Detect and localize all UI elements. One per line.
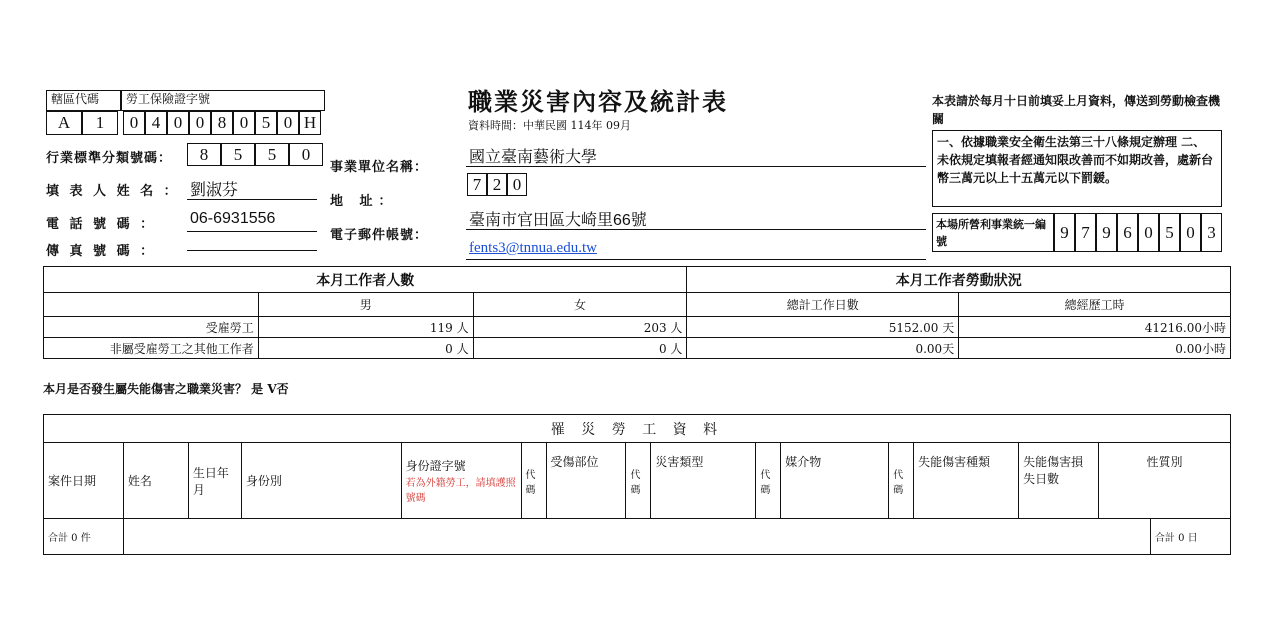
work-hours: 0.00小時 [959,338,1231,359]
insurance-no-digit: 0 [189,111,211,135]
disability-question: 本月是否發生屬失能傷害之職業災害？ 是 V否 [43,382,289,396]
insurance-no-digit: H [299,111,321,135]
total-blank [123,519,1150,555]
tax-id-digit: 0 [1138,213,1159,252]
col-body-part: 受傷部位 [546,443,626,519]
col-code: 代碼 [756,443,781,519]
female-header: 女 [473,293,687,317]
col-lost-days: 失能傷害損失日數 [1019,443,1099,519]
female-count: 0 人 [473,338,687,359]
total-days: 合計 0 日 [1150,519,1230,555]
col-nature: 性質別 [1098,443,1230,519]
industry-code-digit: 0 [289,143,323,166]
filler-name: 劉淑芬 [190,182,239,199]
col-id-number-note: 若為外籍勞工，請填護照號碼 [405,478,516,504]
notes-box: 一、依據職業安全衛生法第三十八條規定辦理 二、未依規定填報者經通知限改善而不如期改善，處新台幣三萬元以上十五萬元以下罰鍰。 [932,130,1222,207]
work-days: 0.00天 [687,338,959,359]
col-id-number-label: 身份證字號 [405,459,466,473]
worker-count-header: 本月工作者人數 [44,267,687,293]
col-birth: 生日年月 [188,443,241,519]
female-count: 203 人 [473,317,687,338]
col-name: 姓名 [123,443,188,519]
male-count: 119 人 [258,317,473,338]
row-label: 非屬受雇勞工之其他工作者 [44,338,259,359]
industry-code-digit: 5 [255,143,289,166]
address-underline [466,229,926,230]
district-code-boxes [46,111,118,135]
phone-label: 電 話 號 碼 ： [46,217,157,232]
col-medium: 媒介物 [781,443,889,519]
tax-id-digit: 9 [1096,213,1117,252]
unit-name-label: 事業單位名稱： [330,160,429,175]
tax-id-digit: 5 [1159,213,1180,252]
col-id-number [401,443,521,519]
tax-id-boxes [1054,213,1222,252]
filler-name-underline [187,199,317,200]
data-period: 資料時間：中華民國 114年 09月 [468,119,631,132]
total-days-header: 總計工作日數 [687,293,959,317]
col-code: 代碼 [521,443,546,519]
postal-code-digit: 2 [487,173,507,196]
insurance-no-digit: 0 [233,111,255,135]
insurance-no-digit: 0 [167,111,189,135]
insurance-no-digit: 8 [211,111,233,135]
total-hours-header: 總經歷工時 [959,293,1231,317]
tax-id-digit: 7 [1075,213,1096,252]
email-label: 電子郵件帳號： [330,228,429,243]
tax-id-digit: 9 [1054,213,1075,252]
table-row [44,338,1231,359]
workers-table [43,266,1231,359]
male-count: 0 人 [258,338,473,359]
tax-id-digit: 3 [1201,213,1222,252]
tax-id-digit: 6 [1117,213,1138,252]
form-title: 職業災害內容及統計表 [468,87,728,116]
col-disability-type: 失能傷害種類 [914,443,1019,519]
instruction-text: 本表請於每月十日前填妥上月資料，傳送到勞動檢查機關 [932,94,1221,126]
col-identity: 身份別 [241,443,401,519]
blank-cell [44,293,259,317]
postal-code-digit: 0 [507,173,527,196]
tax-id-digit: 0 [1180,213,1201,252]
injury-table-title: 罹 災 勞 工 資 料 [44,415,1231,443]
email-link[interactable]: fents3@tnnua.edu.tw [469,240,597,256]
industry-code-label: 行業標準分類號碼： [46,151,173,166]
work-hours: 41216.00小時 [959,317,1231,338]
address-label: 地 址： [330,194,398,209]
postal-code-boxes [467,173,527,196]
table-row [44,317,1231,338]
total-cases: 合計 0 件 [44,519,124,555]
work-days: 5152.00 天 [687,317,959,338]
address: 臺南市官田區大崎里66號 [469,212,647,229]
row-label: 受雇勞工 [44,317,259,338]
filler-name-label: 填 表 人 姓 名 ： [46,184,180,199]
fax-underline [187,250,317,251]
worker-status-header: 本月工作者勞動狀況 [687,267,1231,293]
insurance-no-digit: 0 [123,111,145,135]
district-code-label: 轄區代碼 [46,90,121,111]
postal-code-digit: 7 [467,173,487,196]
col-code: 代碼 [889,443,914,519]
industry-code-digit: 8 [187,143,221,166]
district-code-digit: 1 [82,111,118,135]
phone-number: 06-6931556 [190,210,276,227]
unit-name-underline [466,166,926,167]
insurance-no-digit: 4 [145,111,167,135]
col-code: 代碼 [626,443,651,519]
insurance-no-digit: 5 [255,111,277,135]
insurance-no-digit: 0 [277,111,299,135]
fax-label: 傳 真 號 碼 ： [46,244,157,259]
email-underline [466,259,926,260]
col-disaster-type: 災害類型 [651,443,756,519]
phone-underline [187,231,317,232]
unit-name: 國立臺南藝術大學 [469,149,598,166]
col-case-date: 案件日期 [44,443,124,519]
male-header: 男 [258,293,473,317]
industry-code-boxes [187,143,323,166]
insurance-no-boxes [123,111,321,135]
industry-code-digit: 5 [221,143,255,166]
tax-id-label: 本場所營利事業統一編號 [932,213,1054,252]
district-code-digit: A [46,111,82,135]
insurance-no-label: 勞工保險證字號 [121,90,325,111]
injury-table [43,414,1231,555]
